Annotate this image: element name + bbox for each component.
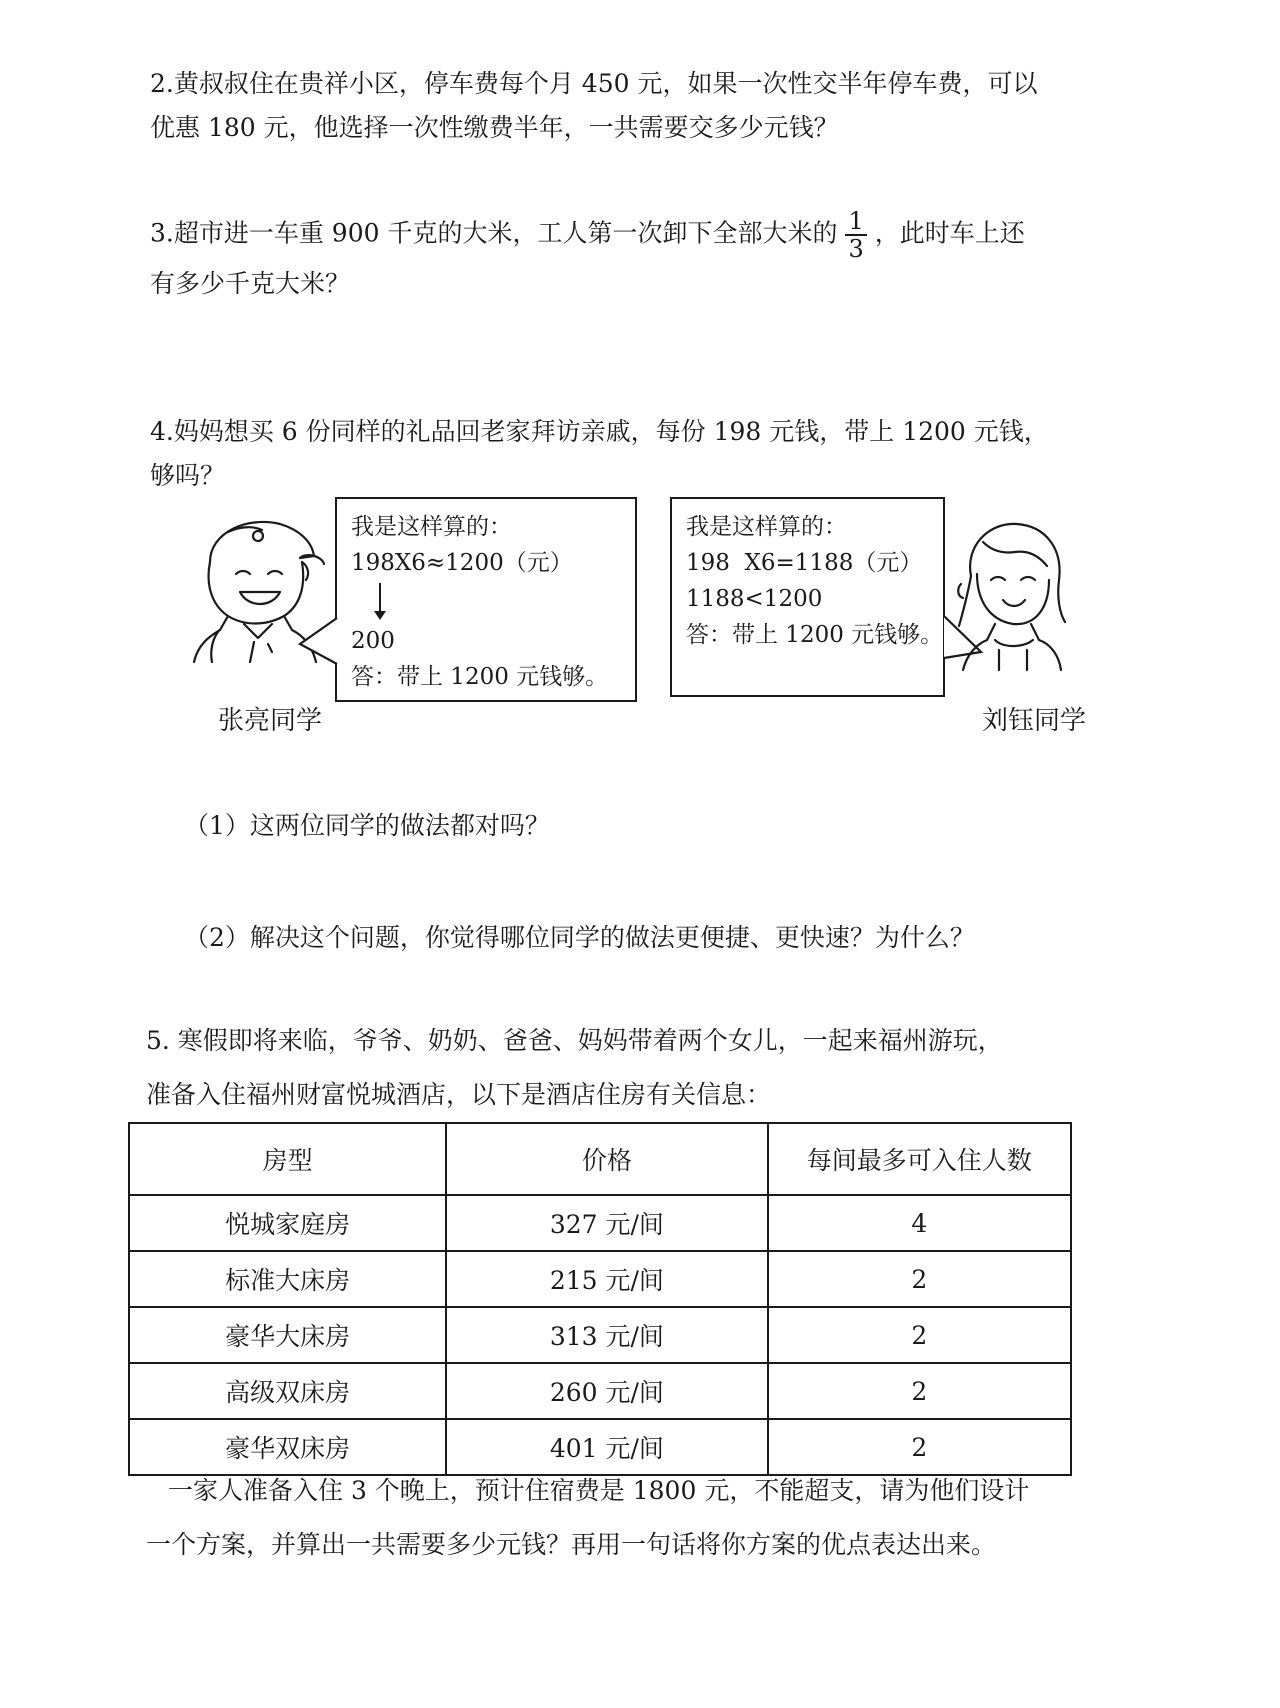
fraction-denominator: 3 xyxy=(848,235,864,263)
header-room-type: 房型 xyxy=(129,1123,446,1195)
occupancy-cell: 2 xyxy=(768,1419,1071,1475)
zhang-line-3: 200 xyxy=(351,628,395,654)
question-5-task-line-1 xyxy=(146,1464,1156,1518)
question-5-line-1: 5. 寒假即将来临，爷爷、奶奶、爸爸、妈妈带着两个女儿，一起来福州游玩， xyxy=(146,1026,1003,1055)
zhang-line-2: 198X6≈1200（元） xyxy=(351,550,573,576)
question-5-task xyxy=(146,1464,1156,1572)
room-type-cell: 高级双床房 xyxy=(129,1363,446,1419)
question-4-sub-2: （2）解决这个问题，你觉得哪位同学的做法更便捷、更快速？为什么？ xyxy=(184,923,975,952)
table-row xyxy=(129,1363,1071,1419)
cap-dome xyxy=(210,522,314,562)
room-type-cell: 悦城家庭房 xyxy=(129,1195,446,1251)
occupancy-cell: 2 xyxy=(768,1307,1071,1363)
question-4-sub-1: （1）这两位同学的做法都对吗？ xyxy=(184,811,550,840)
question-2-line-1: 2.黄叔叔住在贵祥小区，停车费每个月 450 元，如果一次性交半年停车费，可以 xyxy=(150,69,1038,98)
liu-line-3: 1188<1200 xyxy=(686,586,823,612)
liu-line-2: 198 X6=1188（元） xyxy=(686,550,923,576)
table-header-row xyxy=(129,1123,1071,1195)
question-5-task-line-2: 一个方案，并算出一共需要多少元钱？再用一句话将你方案的优点表达出来。 xyxy=(146,1530,997,1559)
zhang-line-1: 我是这样算的： xyxy=(351,514,512,540)
room-type-cell: 豪华双床房 xyxy=(129,1419,446,1475)
fraction-numerator: 1 xyxy=(845,208,866,236)
zhang-speech-bubble xyxy=(335,497,637,702)
girl-hair xyxy=(970,524,1065,622)
header-price: 价格 xyxy=(446,1123,767,1195)
down-arrow-icon xyxy=(379,581,621,623)
price-cell: 313 元/间 xyxy=(446,1307,767,1363)
price-cell: 215 元/间 xyxy=(446,1251,767,1307)
zhang-name-label: 张亮同学 xyxy=(218,706,323,736)
question-4-line-1: 4.妈妈想买 6 份同样的礼品回老家拜访亲戚，每份 198 元钱，带上 1200 元钱， xyxy=(150,417,1049,446)
question-3-text-before: 3.超市进一车重 900 千克的大米，工人第一次卸下全部大米的 xyxy=(150,218,838,248)
liu-line-1: 我是这样算的： xyxy=(686,514,847,540)
header-max-occupancy: 每间最多可入住人数 xyxy=(768,1123,1071,1195)
question-4-line-2: 够吗？ xyxy=(150,461,226,490)
table-row xyxy=(129,1251,1071,1307)
room-info-table xyxy=(128,1122,1072,1476)
table-row xyxy=(129,1307,1071,1363)
girl-illustration xyxy=(955,516,1075,676)
question-3 xyxy=(150,208,1150,306)
price-cell: 327 元/间 xyxy=(446,1195,767,1251)
zhang-line-4: 答：带上 1200 元钱够。 xyxy=(351,664,609,690)
liu-line-4: 答：带上 1200 元钱够。 xyxy=(686,622,944,648)
occupancy-cell: 2 xyxy=(768,1363,1071,1419)
room-type-cell: 标准大床房 xyxy=(129,1251,446,1307)
question-2-line-2: 优惠 180 元，他选择一次性缴费半年，一共需要交多少元钱？ xyxy=(150,113,839,142)
price-cell: 401 元/间 xyxy=(446,1419,767,1475)
liu-name-label: 刘钰同学 xyxy=(982,706,1087,736)
liu-speech-bubble xyxy=(670,497,945,697)
question-3-line-2: 有多少千克大米？ xyxy=(150,269,351,298)
table-row xyxy=(129,1195,1071,1251)
question-5-task-text-1: 一家人准备入住 3 个晚上，预计住宿费是 1800 元，不能超支，请为他们设计 xyxy=(168,1476,1030,1505)
question-5-line-2: 准备入住福州财富悦城酒店，以下是酒店住房有关信息： xyxy=(146,1080,772,1109)
question-3-text-after: ，此时车上还 xyxy=(874,218,1025,248)
fraction-one-third xyxy=(845,208,866,262)
question-5 xyxy=(146,1014,1156,1122)
question-3-line-1 xyxy=(150,208,1150,262)
occupancy-cell: 2 xyxy=(768,1251,1071,1307)
zhang-bubble-tail xyxy=(296,614,340,670)
occupancy-cell: 4 xyxy=(768,1195,1071,1251)
room-type-cell: 豪华大床房 xyxy=(129,1307,446,1363)
question-4 xyxy=(150,410,1150,498)
price-cell: 260 元/间 xyxy=(446,1363,767,1419)
question-2 xyxy=(150,62,1150,150)
girl-face xyxy=(977,574,1049,624)
